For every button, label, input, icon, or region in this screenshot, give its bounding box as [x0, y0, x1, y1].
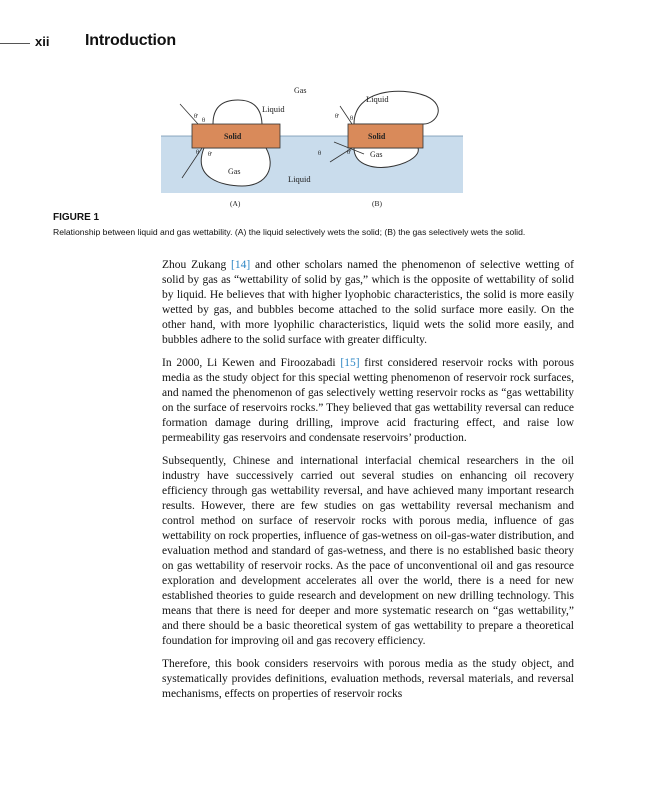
label-gas-a: Gas — [228, 167, 241, 176]
body-text — [162, 258, 574, 710]
paragraph-2 — [162, 356, 574, 446]
angle-theta-b-bottom: θ — [318, 150, 322, 157]
running-head: Introduction — [85, 32, 176, 49]
label-liquid-bottom: Liquid — [288, 174, 311, 184]
paragraph-1-text-a: Zhou Zukang — [162, 259, 231, 271]
label-panel-a: (A) — [230, 199, 241, 208]
angle-theta-prime-a-bottom: θ' — [208, 151, 213, 158]
label-solid-b: Solid — [368, 132, 386, 141]
paragraph-1-text-b: and other scholars named the phenomenon of selective wetting of solid by gas as “wettability of solid by gas,” which is the opposite of wettability of solid by liquid. He believes that with higher lyophobic characteristics, the solid is more easily wetted by gas, and bubbles become attached to the solid surface more easily. On the other hand, with more lyophilic characteristics, liquid wets the solid more easily, and bubbles adhere to the solid surface with greater difficulty. — [162, 259, 575, 346]
label-solid-a: Solid — [224, 132, 242, 141]
angle-theta-a-top: θ — [202, 117, 206, 124]
citation-link-14[interactable]: [14] — [231, 259, 251, 271]
figure-label: FIGURE 1 — [53, 212, 100, 223]
angle-theta-prime-b-top: θ' — [335, 113, 340, 120]
angle-theta-a-bottom: θ — [196, 149, 200, 156]
paragraph-4: Therefore, this book considers reservoirs with porous media as the study object, and systematically provides definitions, evaluation methods, reversal materials, and reversal mechanisms, effects on properties of reservoir rocks — [162, 658, 574, 700]
liquid-drop-a-outline — [213, 100, 262, 124]
solid-block-b — [348, 124, 423, 148]
citation-link-15[interactable]: [15] — [340, 357, 360, 369]
angle-theta-prime-a-top: θ' — [194, 113, 199, 120]
paragraph-3: Subsequently, Chinese and international interfacial chemical researchers in the oil industry have successively carried out several studies on enhancing oil recovery efficiency through gas wettability reversal, and have achieved many important research results. However, there are few studies on gas wettability reversal mechanism and control method on surface of reservoir rocks with porous media, influence of gas wettability on rock properties, influence of gas-wetness on oil-gas-water distribution, and evaluation method and standard of gas-wetness, and there is no established basic theory on gas wettability of reservoir rocks. As the pace of unconventional oil and gas resource exploration and development accelerates all over the world, there is a need for new established theories to guide research and development on new drilling technology. This means that there is need for deeper and more systematic research on “gas wettability,” and there should be a basic theoretical system of gas wettability to prepare a theoretical foundation for improving oil and gas recovery efficiency. — [162, 455, 574, 647]
label-gas-top: Gas — [294, 86, 307, 95]
page-number: xii — [35, 34, 50, 49]
paragraph-1 — [162, 258, 574, 348]
label-liquid-b: Liquid — [366, 94, 389, 104]
paragraph-2-text-b: first considered reservoir rocks with porous media as the study object for this special wetting phenomenon of reservoir rock surfaces, and named the phenomenon of gas selectively wetting reservoir rocks as “gas wettability on the surface of reservoirs rocks.” They believed that gas wettability reversal can reduce formation damage during drilling, improve acid fracturing effect, and raise low permeability gas reservoirs and condensate reservoirs’ production. — [162, 357, 574, 444]
label-panel-b: (B) — [372, 199, 382, 208]
angle-theta-b-top: θ — [350, 115, 354, 122]
angle-theta-prime-b-bottom: θ' — [347, 149, 352, 156]
label-liquid-a: Liquid — [262, 104, 285, 114]
label-gas-b: Gas — [370, 150, 383, 159]
header-rule — [0, 43, 30, 44]
paragraph-2-text-a: In 2000, Li Kewen and Firoozabadi — [162, 357, 341, 369]
figure-1 — [158, 82, 463, 210]
wettability-diagram — [158, 82, 463, 210]
figure-caption: Relationship between liquid and gas wettability. (A) the liquid selectively wets the solid; (B) the gas selectively wets the solid. — [53, 227, 526, 237]
